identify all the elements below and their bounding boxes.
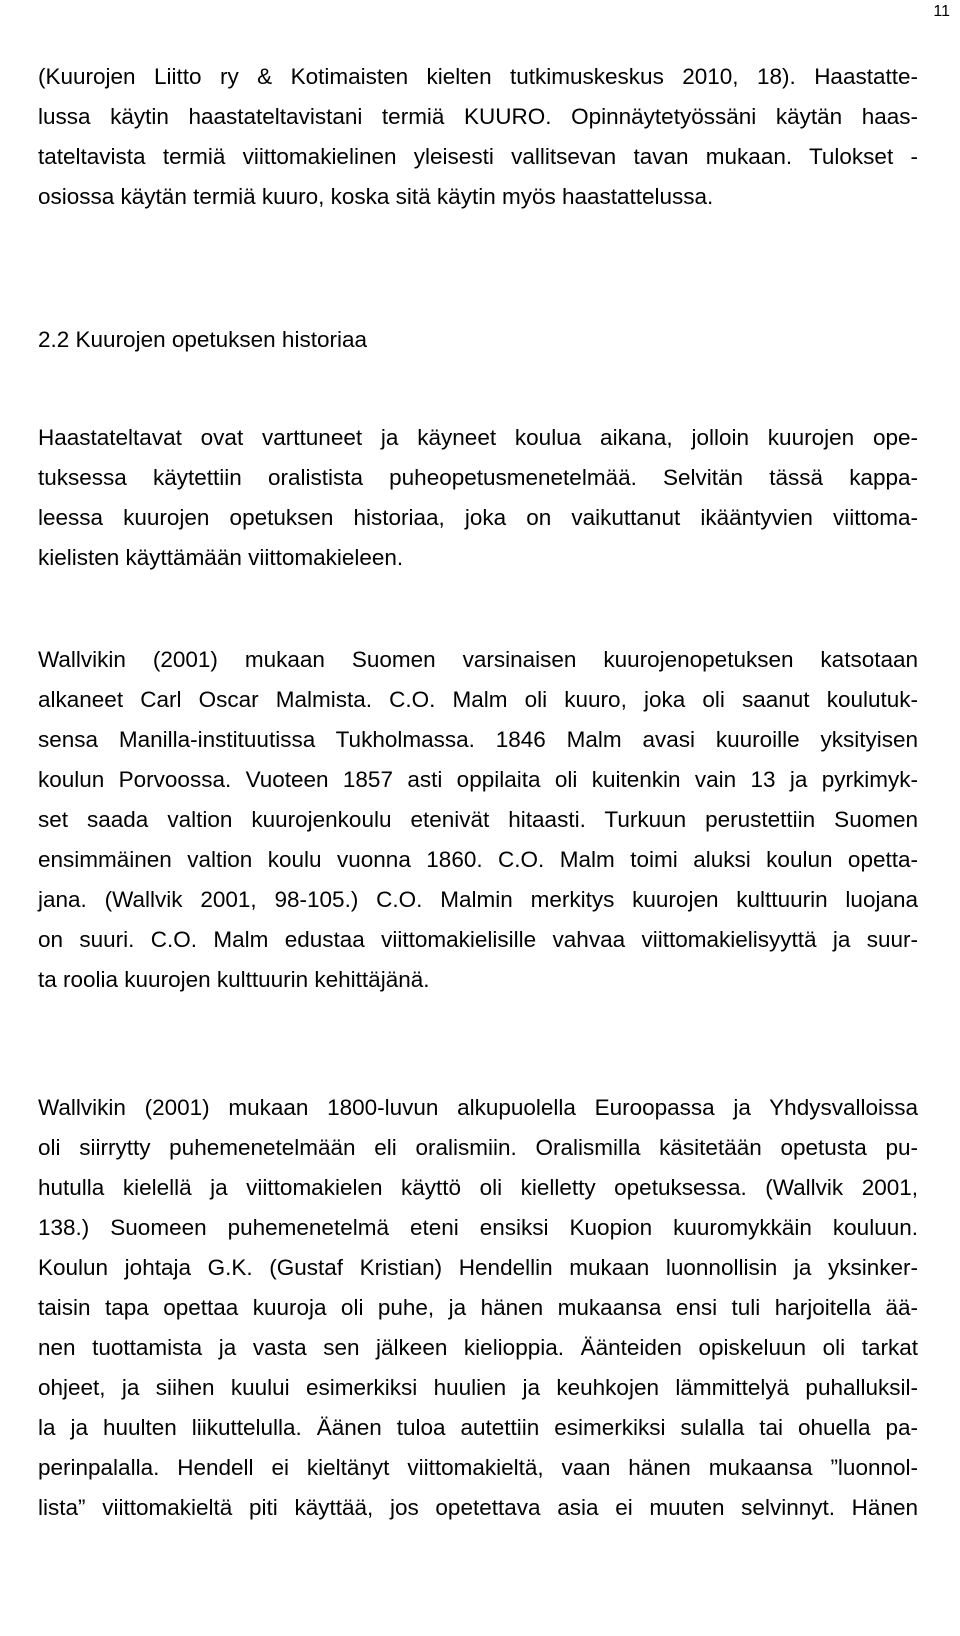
paragraph (38, 57, 918, 217)
text-line: koulun Porvoossa. Vuoteen 1857 asti oppilaita oli kuitenkin vain 13 ja pyrkimyk- (38, 767, 918, 792)
text-line: set saada valtion kuurojenkoulu etenivät hitaasti. Turkuun perustettiin Suomen (38, 807, 918, 832)
paragraph (38, 1088, 918, 1528)
page-number: 11 (933, 3, 950, 20)
text-line: oli siirrytty puhemenetelmään eli oralismiin. Oralismilla käsitetään opetusta pu- (38, 1135, 918, 1160)
text-line: Koulun johtaja G.K. (Gustaf Kristian) Hendellin mukaan luonnollisin ja yksinker- (38, 1255, 918, 1280)
text-line: Haastateltavat ovat varttuneet ja käyneet koulua aikana, jolloin kuurojen ope- (38, 425, 918, 450)
text-line: Wallvikin (2001) mukaan Suomen varsinaisen kuurojenopetuksen katsotaan (38, 647, 918, 672)
text-line: alkaneet Carl Oscar Malmista. C.O. Malm oli kuuro, joka oli saanut koulutuk- (38, 687, 918, 712)
text-line: 138.) Suomeen puhemenetelmä eteni ensiksi Kuopion kuuromykkäin kouluun. (38, 1215, 918, 1240)
text-line: (Kuurojen Liitto ry & Kotimaisten kielten tutkimuskeskus 2010, 18). Haastatte- (38, 64, 918, 89)
text-line: Wallvikin (2001) mukaan 1800-luvun alkupuolella Euroopassa ja Yhdysvalloissa (38, 1095, 918, 1120)
text-line: nen tuottamista ja vasta sen jälkeen kielioppia. Äänteiden opiskeluun oli tarkat (38, 1335, 918, 1360)
paragraph (38, 418, 918, 578)
text-line: ensimmäinen valtion koulu vuonna 1860. C.O. Malm toimi aluksi koulun opetta- (38, 847, 918, 872)
text-line: hutulla kielellä ja viittomakielen käyttö oli kielletty opetuksessa. (Wallvik 2001, (38, 1175, 918, 1200)
text-line: on suuri. C.O. Malm edustaa viittomakielisille vahvaa viittomakielisyyttä ja suur- (38, 927, 918, 952)
text-line: ohjeet, ja siihen kuului esimerkiksi huulien ja keuhkojen lämmittelyä puhalluksil- (38, 1375, 918, 1400)
text-line: tateltavista termiä viittomakielinen yleisesti vallitsevan tavan mukaan. Tulokset - (38, 144, 918, 169)
text-line: sensa Manilla-instituutissa Tukholmassa. 1846 Malm avasi kuuroille yksityisen (38, 727, 918, 752)
text-line: perinpalalla. Hendell ei kieltänyt viittomakieltä, vaan hänen mukaansa ”luonnol- (38, 1455, 918, 1480)
section-heading: 2.2 Kuurojen opetuksen historiaa (38, 327, 367, 352)
text-line: la ja huulten liikuttelulla. Äänen tuloa autettiin esimerkiksi sulalla tai ohuella pa- (38, 1415, 918, 1440)
text-line: lista” viittomakieltä piti käyttää, jos opetettava asia ei muuten selvinnyt. Hänen (38, 1495, 918, 1520)
text-line: lussa käytin haastateltavistani termiä KUURO. Opinnäytetyössäni käytän haas- (38, 104, 918, 129)
text-line: jana. (Wallvik 2001, 98-105.) C.O. Malmin merkitys kuurojen kulttuurin luojana (38, 887, 918, 912)
text-line: tuksessa käytettiin oralistista puheopetusmenetelmää. Selvitän tässä kappa- (38, 465, 918, 490)
text-line: ta roolia kuurojen kulttuurin kehittäjänä. (38, 967, 430, 992)
paragraph (38, 640, 918, 1000)
text-line: osiossa käytän termiä kuuro, koska sitä käytin myös haastattelussa. (38, 184, 714, 209)
text-line: taisin tapa opettaa kuuroja oli puhe, ja hänen mukaansa ensi tuli harjoitella ää- (38, 1295, 918, 1320)
text-line: kielisten käyttämään viittomakieleen. (38, 545, 404, 570)
text-line: leessa kuurojen opetuksen historiaa, joka on vaikuttanut ikääntyvien viittoma- (38, 505, 918, 530)
